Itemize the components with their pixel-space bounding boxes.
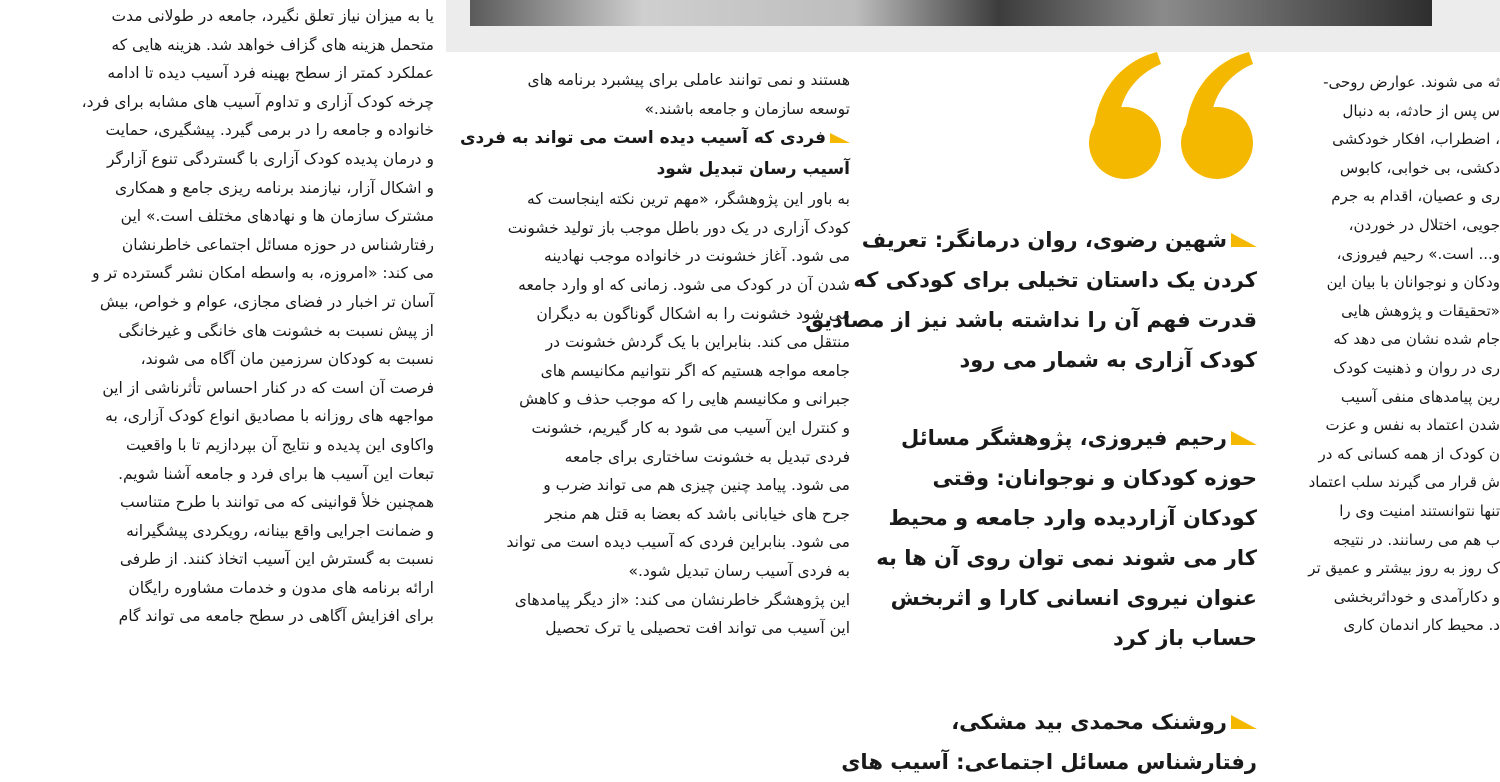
text-line: منتقل می کند. بنابراین با یک گردش خشونت در: [545, 333, 850, 352]
text-line: نسبت به کودکان سرزمین مان آگاه می شوند،: [140, 350, 434, 369]
text-line: و دکارآمدی و خوداثربخشی: [1333, 587, 1500, 606]
text-line: جویی، اختلال در خوردن،: [1348, 215, 1500, 234]
text-line: فرصت آن است که در کنار احساس تأثرناشی از این: [102, 378, 434, 397]
quote-line: عنوان نیروی انسانی کارا و اثربخش: [890, 586, 1257, 610]
text-line: می شود. پیامد چنین چیزی هم می تواند ضرب و: [543, 476, 850, 495]
text-line: هستند و نمی توانند عاملی برای پیشبرد برنامه های: [527, 71, 850, 89]
text-line: و ضمانت اجرایی واقع بینانه، رویکردی پیشگیرانه: [126, 521, 434, 540]
text-line: ک روز به روز بیشتر و عمیق تر: [1308, 559, 1500, 578]
quote-line: حساب باز کرد: [1112, 626, 1257, 650]
quote-line: کار می شوند نمی توان روی آن ها به: [876, 546, 1257, 570]
triangle-marker-icon: [1231, 715, 1257, 729]
text-line: ری و عصیان، اقدام به جرم: [1331, 187, 1500, 206]
pull-quote-mohammadi: [841, 702, 1257, 782]
text-line: تبعات این آسیب ها برای فرد و جامعه آشنا شویم.: [118, 464, 434, 483]
text-line: شدن اعتماد به نفس و عزت: [1325, 416, 1500, 435]
quote-line: کردن یک داستان تخیلی برای کودکی که: [853, 268, 1257, 292]
text-line: توسعه سازمان و جامعه باشند.»: [644, 99, 850, 118]
text-line: رین پیامدهای منفی آسیب: [1340, 387, 1500, 406]
text-line: می شود. بنابراین فردی که آسیب دیده است می تواند: [506, 533, 850, 552]
text-line: خانواده و جامعه را در برمی گیرد. پیشگیری، حمایت: [105, 121, 434, 140]
text-line: و اشکال آزار، نیازمند برنامه ریزی جامع و همکاری: [114, 178, 434, 197]
quote-line: کودک آزاری به شمار می رود: [959, 348, 1257, 372]
text-line: ارائه برنامه های مدون و خدمات مشاوره رایگان: [128, 578, 434, 597]
text-line: دکشی، بی خوابی، کابوس: [1339, 158, 1500, 177]
pull-quote-rezavi: [805, 220, 1257, 380]
text-line: تنها نتوانستند امنیت وی را: [1339, 501, 1500, 520]
text-line: مواجهه های روزانه با مصادیق انواع کودک آزاری، به: [105, 407, 434, 426]
double-quote-icon: [1085, 48, 1260, 188]
quote-line: رحیم فیروزی، پژوهشگر مسائل: [875, 418, 1257, 458]
paragraph-after-subheading: [450, 185, 850, 643]
text-line: فردی تبدیل به خشونت ساختاری برای جامعه: [564, 447, 850, 466]
text-line: «تحقیقات و پژوهش هایی: [1341, 301, 1500, 320]
quote-line: کودکان آزاردیده وارد جامعه و محیط: [888, 506, 1257, 530]
text-line: ش قرار می گیرند سلب اعتماد: [1308, 473, 1500, 492]
quote-line: قدرت فهم آن را نداشته باشد نیز از مصادیق: [805, 308, 1257, 332]
text-line: چرخه کودک آزاری و تداوم آسیب های مشابه برای فرد،: [81, 92, 434, 111]
pull-quotes-column: [805, 0, 1265, 774]
text-line: مشترک سازمان ها و نهادهای مختلف است.» این: [120, 207, 434, 226]
text-line: ب هم می رسانند. در نتیجه: [1333, 530, 1500, 549]
text-line: و کنترل این آسیب می شود به کار گیریم، خشونت: [531, 418, 850, 437]
text-line: جبرانی و مکانیسم هایی را که موجب حذف و کاهش: [519, 390, 850, 409]
article-column-left: [0, 0, 442, 769]
triangle-marker-icon: [1231, 431, 1257, 445]
quote-line: رفتارشناس مسائل اجتماعی: آسیب های: [841, 750, 1257, 774]
text-line: متحمل هزینه های گزاف خواهد شد. هزینه هایی که: [111, 35, 434, 54]
text-line: این پژوهشگر خاطرنشان می کند: «از دیگر پیامدهای: [514, 590, 850, 609]
text-line: د. محیط کار اندمان کاری: [1343, 616, 1500, 635]
text-line: این آسیب می تواند افت تحصیلی یا ترک تحصیل: [545, 619, 850, 638]
quote-line: روشنک محمدی بید مشکی،: [875, 702, 1257, 742]
pull-quote-firouzi: [875, 418, 1257, 658]
subheading-line-2: آسیب رسان تبدیل شود: [656, 159, 850, 180]
text-line: و... است.» رحیم فیروزی،: [1336, 244, 1500, 263]
text-line: س پس از حادثه، به دنبال: [1342, 101, 1500, 120]
text-line: ری در روان و ذهنیت کودک: [1332, 358, 1500, 377]
text-line: واکاوی این پدیده و نتایج آن بپردازیم تا با واقعیت: [125, 435, 434, 454]
text-line: برای افزایش آگاهی در سطح جامعه می تواند گام: [118, 607, 434, 626]
text-line: جامعه مواجه هستیم که اگر نتوانیم مکانیسم های: [540, 361, 850, 380]
text-line: می کند: «امروزه، به واسطه امکان نشر گسترده تر و: [92, 264, 434, 283]
text-line: ، اضطراب، افکار خودکشی: [1332, 130, 1500, 149]
article-column-middle: [446, 0, 856, 769]
text-line: نسبت به گسترش این آسیب اتخاذ کنند. از طرفی: [119, 550, 434, 569]
text-line: می شود. آغاز خشونت در خانواده موجب نهادینه: [544, 247, 850, 266]
text-line: کودک آزاری در یک دور باطل موجب باز تولید خشونت: [507, 218, 850, 237]
text-line: ثه می شوند. عوارض روحی-: [1323, 73, 1500, 91]
text-line: یا به میزان نیاز تعلق نگیرد، جامعه در طولانی مدت: [111, 7, 434, 25]
article-column-right-cropped: [1290, 0, 1500, 769]
subheading-line-1: فردی که آسیب دیده است می تواند به فردی: [450, 123, 850, 154]
text-line: رفتارشناس در حوزه مسائل اجتماعی خاطرنشان: [121, 235, 434, 254]
text-line: و درمان پدیده کودک آزاری با گستردگی تنوع آزارگر: [106, 149, 434, 168]
text-line: به فردی آسیب رسان تبدیل شود.»: [628, 561, 850, 580]
text-line: شدن آن در کودک می شود. زمانی که او وارد جامعه: [518, 275, 850, 294]
text-line: همچنین خلأ قوانینی که می توانند با طرح متناسب: [119, 493, 434, 512]
quote-line: شهین رضوی، روان درمانگر: تعریف: [875, 220, 1257, 260]
quote-line: حوزه کودکان و نوجوانان: وقتی: [932, 466, 1257, 490]
text-line: جام شده نشان می دهد که: [1333, 330, 1500, 349]
subheading: [450, 123, 850, 185]
text-line: عملکرد کمتر از سطح بهینه فرد آسیب دیده تا ادامه: [107, 64, 434, 83]
text-line: به باور این پژوهشگر، «مهم ترین نکته اینجاست که: [527, 190, 850, 209]
text-line: می شود خشونت را به اشکال گوناگون به دیگران: [536, 304, 850, 323]
text-line: ن کودک از همه کسانی که در: [1318, 444, 1500, 463]
text-line: آسان تر اخبار در فضای مجازی، عوام و خواص، بیش: [99, 292, 434, 311]
column-top-gap: [450, 0, 850, 66]
text-line: ودکان و نوجوانان با بیان این: [1326, 273, 1500, 292]
text-line: از پیش نسبت به خشونت های خانگی و غیرخانگی: [118, 321, 434, 340]
paragraph-before-subheading: [450, 66, 850, 123]
text-line: جرح های خیابانی باشد که بعضا به قتل هم منجر: [544, 504, 850, 523]
triangle-marker-icon: [1231, 233, 1257, 247]
triangle-marker-icon: [830, 133, 850, 143]
